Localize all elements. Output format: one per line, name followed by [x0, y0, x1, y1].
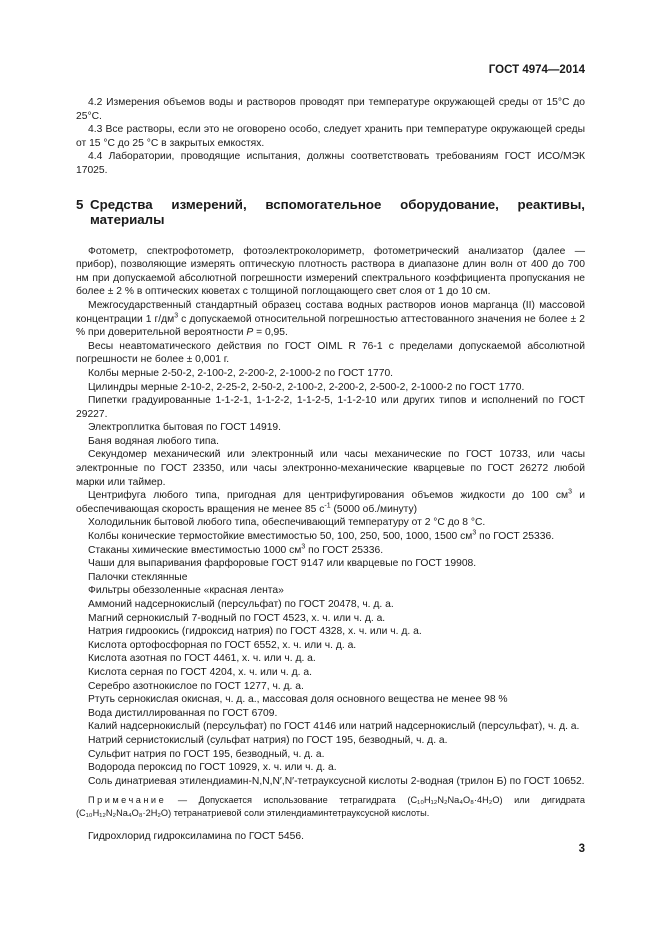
para-centrifuge: Центрифуга любого типа, пригодная для центрифугирования объемов жидкости до 100 $см^3$ и обеспечивающая скорость вращения не менее 85 $с^{-1}$ (5000 об./минуту)	[76, 488, 585, 515]
reagent-item: Кислота азотная по ГОСТ 4461, х. ч. или ч. д. а.	[88, 653, 316, 665]
reagent-item: Аммоний надсернокислый (персульфат) по ГОСТ 20478, ч. д. а.	[88, 599, 394, 610]
reagent-item: Магний сернокислый 7-водный по ГОСТ 4523, х. ч. или ч. д. а.	[88, 612, 386, 624]
para-pipettes: Пипетки градуированные 1-1-2-1, 1-1-2-2, 1-1-2-5, 1-1-2-10 или других типов и исполнений по ГОСТ 29227.	[76, 395, 585, 420]
section-heading	[76, 197, 585, 228]
reagent-item: Натрий сернистокислый (сульфат натрия) по ГОСТ 195, безводный, ч. д. а.	[88, 734, 448, 746]
reagent-item: Кислота серная по ГОСТ 4204, х. ч. или ч. д. а.	[88, 666, 312, 678]
para-stopwatch: Секундомер механический или электронный или часы механические по ГОСТ 10733, или часы электронные по ГОСТ 23350, или часы электронно-механические кварцевые по ГОСТ 26272 любой марки или таймер.	[76, 449, 585, 488]
para-bath: Баня водяная любого типа.	[88, 435, 219, 447]
para-standard-sample: Межгосударственный стандартный образец состава водных растворов ионов марганца (II) массовой концентрации 1 $г/дм^3$ с допускаемой относительной погрешностью аттестованного значения не более ± 2 % при доверительной вероятности P = 0,95.	[76, 299, 585, 339]
para-cups: Чаши для выпаривания фарфоровые ГОСТ 9147 или кварцевые по ГОСТ 19908.	[88, 558, 477, 570]
para-scales: Весы неавтоматического действия по ГОСТ OIML R 76-1 с пределами допускаемой абсолютной погрешности не более ± 0,001 г.	[76, 340, 585, 366]
reagent-item: Фильтры обеззоленные «красная лента»	[88, 585, 284, 597]
para-conical-flasks: Колбы конические термостойкие вместимостью 50, 100, 250, 500, 1000, 1500 $см^3$ по ГОСТ 25336.	[88, 529, 555, 543]
document-body	[76, 96, 585, 844]
clause-4-2: 4.2 Измерения объемов воды и растворов проводят при температуре окружающей среды от 15°С до 25°С.	[76, 97, 585, 122]
para-fridge: Холодильник бытовой любого типа, обеспечивающий температуру от 2 °С до 8 °С.	[88, 517, 486, 529]
para-trilon: Соль динатриевая этилендиамин-N,N,N′,N′-тетрауксусной кислоты 2-водная (трилон Б) по ГОСТ 10652.	[88, 775, 585, 787]
note	[76, 794, 585, 819]
para-potassium-persulfate: Калий надсернокислый (персульфат) по ГОСТ 4146 или натрий надсернокислый (персульфат), ч. д. а.	[88, 721, 580, 733]
reagent-item: Палочки стеклянные	[88, 571, 188, 583]
para-cylinders: Цилиндры мерные 2-10-2, 2-25-2, 2-50-2, 2-100-2, 2-200-2, 2-500-2, 2-1000-2 по ГОСТ 1770.	[88, 381, 525, 393]
section-title: Средства измерений, вспомогательное оборудование, реактивы, материалы	[90, 196, 585, 228]
para-hydroxylamine: Гидрохлорид гидроксиламина по ГОСТ 5456.	[88, 831, 304, 843]
note-label: Примечание	[88, 795, 167, 806]
clause-4-4: 4.4 Лаборатории, проводящие испытания, должны соответствовать требованиям ГОСТ ИСО/МЭК 17025.	[76, 151, 585, 176]
reagent-item: Сульфит натрия по ГОСТ 195, безводный, ч. д. а.	[88, 748, 325, 760]
reagent-item: Натрия гидроокись (гидроксид натрия) по ГОСТ 4328, х. ч. или ч. д. а.	[88, 626, 422, 638]
reagent-item: Вода дистиллированная по ГОСТ 6709.	[88, 707, 278, 719]
para-beakers: Стаканы химические вместимостью 1000 $см^3$ по ГОСТ 25336.	[88, 543, 384, 556]
para-photometer: Фотометр, спектрофотометр, фотоэлектроколориметр, фотометрический анализатор (далее — прибор), позволяющие измерять оптическую плотность раствора в диапазоне длин волн от 400 до 700 нм при допускаемой абсолютной погрешности измерений спектрального коэффициента пропускания не более ± 2 % в оптических кюветах с толщиной поглощающего свет слоя от 1 до 10 см.	[76, 245, 585, 298]
clause-4-3: 4.3 Все растворы, если это не оговорено особо, следует хранить при температуре окружающей среды от 15 °С до 25 °С в закрытых емкостях.	[76, 124, 585, 149]
page-number: 3	[578, 843, 585, 855]
document-id: ГОСТ 4974—2014	[488, 64, 585, 76]
note-text: — Допускается использование тетрагидрата (C₁₀H₁₂N₂Na₄O₈·4H₂O) или дигидрата (C₁₀H₁₂N₂Na₄O₈·2H₂O) тетранатриевой соли этилендиаминтетрауксусной кислоты.	[76, 795, 585, 818]
para-stove: Электроплитка бытовая по ГОСТ 14919.	[88, 422, 282, 434]
section-number: 5	[76, 196, 84, 212]
reagent-item: Ртуть сернокислая окисная, ч. д. а., массовая доля основного вещества не менее 98 %	[88, 694, 508, 706]
para-flasks: Колбы мерные 2-50-2, 2-100-2, 2-200-2, 2-1000-2 по ГОСТ 1770.	[88, 367, 394, 379]
reagent-item: Кислота ортофосфорная по ГОСТ 6552, х. ч. или ч. д. а.	[88, 639, 357, 651]
reagent-item: Серебро азотнокислое по ГОСТ 1277, ч. д. а.	[88, 680, 304, 692]
reagent-item: Водорода пероксид по ГОСТ 10929, х. ч. или ч. д. а.	[88, 762, 337, 774]
